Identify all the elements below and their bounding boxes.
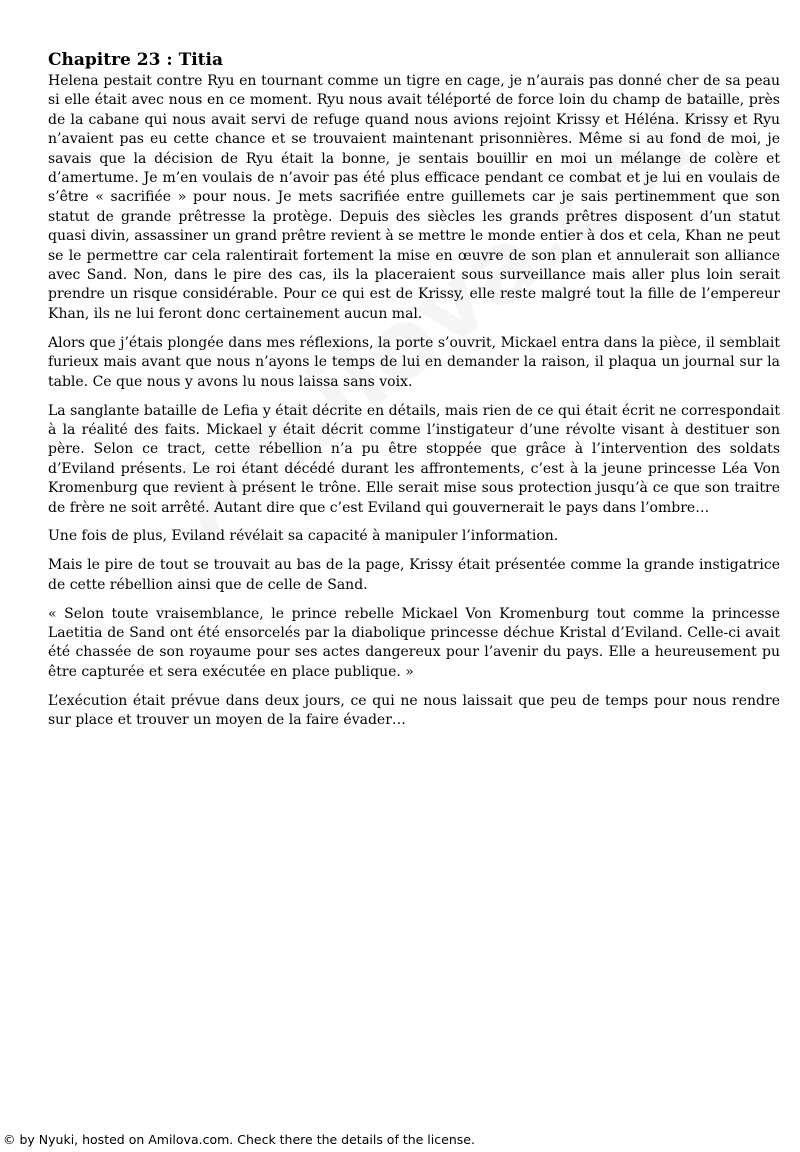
license-footer: © by Nyuki, hosted on Amilova.com. Check there the details of the license.	[3, 1132, 475, 1147]
paragraph-3: La sanglante bataille de Lefia y était décrite en détails, mais rien de ce qui était écrit ne correspondait à la réalité des faits. Mickael y était décrit comme l’instigateur d’une révolte visant à destituer son père. Selon ce tract, cette rébellion n’a pu être stoppée que grâce à l’intervention des soldats d’Eviland présents. Le roi étant décédé durant les affrontements, c’est à la jeune princesse Léa Von Kromenburg que revient à présent le trône. Elle serait mise sous protection jusqu’à ce que son traitre de frère ne soit arrêté. Autant dire que c’est Eviland qui gouvernerait le pays dans l’ombre…	[48, 402, 780, 516]
paragraph-4: Une fois de plus, Eviland révélait sa capacité à manipuler l’information.	[48, 528, 559, 545]
paragraph-6-quote: « Selon toute vraisemblance, le prince rebelle Mickael Von Kromenburg tout comme la princesse Laetitia de Sand ont été ensorcelés par la diabolique princesse déchue Kristal d’Eviland. Celle-ci avait été chassée de son royaume pour ses actes dangereux pour l’avenir du pays. Elle a heureusement pu être capturée et sera exécutée en place publique. »	[48, 605, 780, 680]
chapter-title: Chapitre 23 : Titia	[48, 50, 223, 70]
paragraph-2: Alors que j’étais plongée dans mes réflexions, la porte s’ouvrit, Mickael entra dans la pièce, il semblait furieux mais avant que nous n’ayons le temps de lui en demander la raison, il plaqua un journal sur la table. Ce que nous y avons lu nous laissa sans voix.	[48, 334, 780, 390]
paragraph-5: Mais le pire de tout se trouvait au bas de la page, Krissy était présentée comme la grande instigatrice de cette rébellion ainsi que de celle de Sand.	[48, 557, 780, 593]
paragraph-7: L’exécution était prévue dans deux jours, ce qui ne nous laissait que peu de temps pour nous rendre sur place et trouver un moyen de la faire évader…	[48, 692, 780, 729]
paragraph-1: Helena pestait contre Ryu en tournant comme un tigre en cage, je n’aurais pas donné cher de sa peau si elle était avec nous en ce moment. Ryu nous avait téléporté de force loin du champ de bataille, près de la cabane qui nous avait servi de refuge quand nous avions rejoint Krissy et Héléna. Krissy et Ryu n’avaient pas eu cette chance et se trouvaient maintenant prisonnières. Même si au fond de moi, je savais que la décision de Ryu était la bonne, je sentais bouillir en moi un mélange de colère et d’amertume. Je m’en voulais de n’avoir pas été plus efficace pendant ce combat et je lui en voulais de s’être « sacrifiée » pour nous. Je mets sacrifiée entre guillemets car je sais pertinemment que son statut de grande prêtresse la protège. Depuis des siècles les grands prêtres disposent d’un statut quasi divin, assassiner un grand prêtre revient à se mettre le monde entier à dos et cela, Khan ne peut se le permettre car cela ralentirait fortement la mise en œuvre de son plan et annulerait son alliance avec Sand. Non, dans le pire des cas, ils la placeraient sous surveillance mais aller plus loin serait prendre un risque considérable. Pour ce qui est de Krissy, elle reste malgré tout la fille de l’empereur Khan, ils ne lui feront donc certainement aucun mal.	[48, 73, 780, 322]
document-page	[48, 50, 780, 740]
